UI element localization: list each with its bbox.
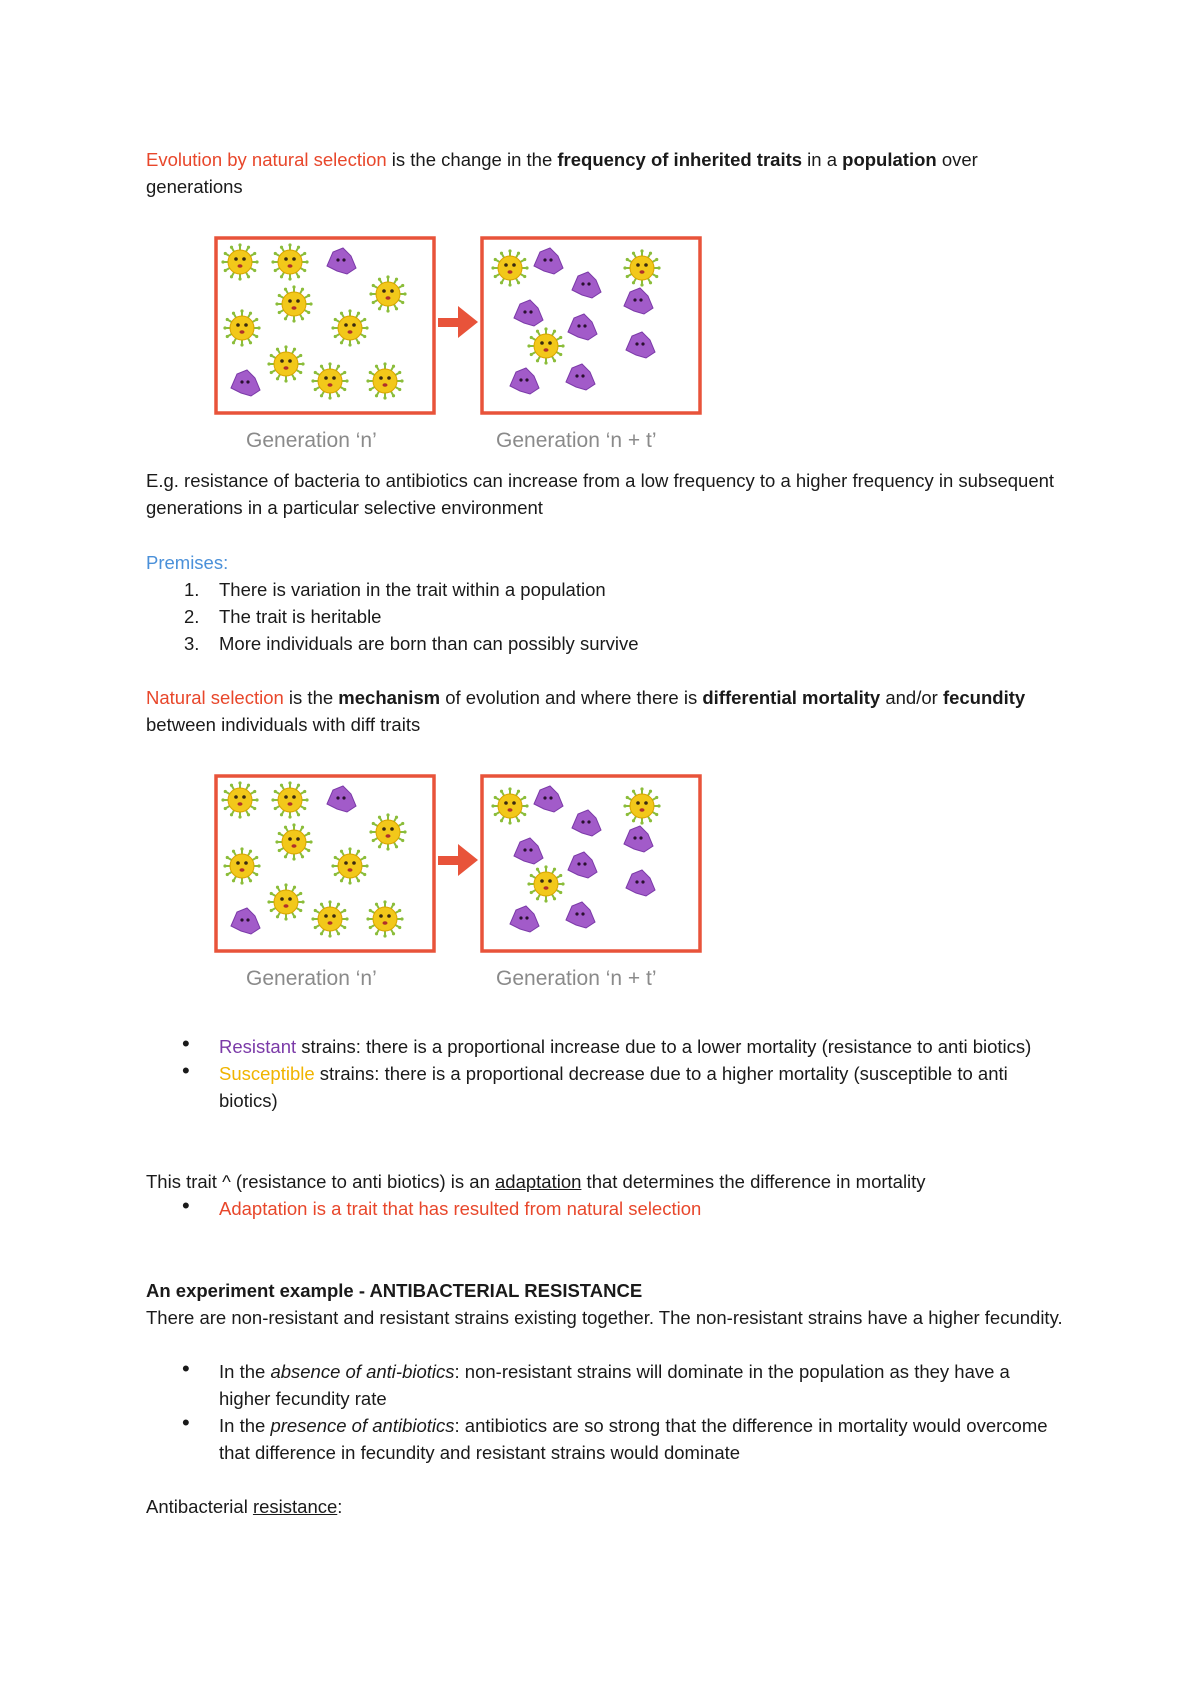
susceptible-bacterium-icon	[331, 847, 368, 884]
list-item: • Resistant strains: there is a proportional increase due to a lower mortality (resistance to anti biotics)	[182, 1031, 1032, 1057]
definition-paragraph: Evolution by natural selection is the change in the frequency of inherited traits in a population over generations	[146, 149, 978, 197]
resistant-bacterium-icon	[568, 852, 597, 878]
resistant-bacterium-icon	[231, 370, 260, 396]
resistant-bacterium-icon	[626, 332, 655, 358]
susceptible-bacterium-icon	[527, 865, 564, 902]
susceptible-bacterium-icon	[527, 327, 564, 364]
generation-nt-label: Generation ‘n + t’	[496, 429, 657, 452]
susceptible-bacterium-icon	[223, 847, 260, 884]
experiment-heading: An experiment example - ANTIBACTERIAL RESISTANCE	[146, 1280, 643, 1301]
susceptible-bacterium-icon	[623, 249, 660, 286]
susceptible-bacterium-icon	[223, 309, 260, 346]
adaptation-list	[146, 1195, 1066, 1222]
resistant-bacterium-icon	[510, 906, 539, 932]
resistant-bacterium-icon	[510, 368, 539, 394]
example-paragraph: E.g. resistance of bacteria to antibiotics can increase from a low frequency to a higher frequency in subsequent generations in a particular selective environment	[146, 470, 1055, 518]
term-evolution: Evolution by natural selection	[146, 149, 387, 170]
susceptible-bacterium-icon	[311, 362, 348, 399]
susceptible-bacterium-icon	[271, 781, 308, 818]
resistant-bacterium-icon	[572, 272, 601, 298]
resistant-bacterium-icon	[626, 870, 655, 896]
bacteria-population-n	[221, 781, 406, 937]
susceptible-bacterium-icon	[369, 275, 406, 312]
experiment-list	[146, 1358, 1066, 1466]
experiment-intro: There are non-resistant and resistant strains existing together. The non-resistant strains have a higher fecundity.	[146, 1307, 1063, 1328]
term-natural-selection: Natural selection	[146, 687, 284, 708]
premises-heading: Premises:	[146, 552, 229, 573]
bacteria-population-nt	[491, 786, 660, 932]
susceptible-bacterium-icon	[267, 883, 304, 920]
resistant-bacterium-icon	[566, 364, 595, 390]
generation-figure-1	[210, 234, 710, 464]
bacteria-population-nt	[491, 248, 660, 394]
susceptible-bacterium-icon	[623, 787, 660, 824]
list-item: 1. There is variation in the trait within a population	[184, 579, 606, 600]
resistant-bacterium-icon	[572, 810, 601, 836]
susceptible-bacterium-icon	[275, 285, 312, 322]
susceptible-bacterium-icon	[311, 900, 348, 937]
susceptible-bacterium-icon	[366, 362, 403, 399]
adaptation-paragraph: This trait ^ (resistance to anti biotics) is an adaptation that determines the difference in mortality	[146, 1171, 926, 1192]
list-item: • In the absence of anti-biotics: non-resistant strains will dominate in the population as they have a higher fecundity rate	[182, 1356, 1010, 1409]
resistant-bacterium-icon	[327, 786, 356, 812]
list-item: 2. The trait is heritable	[184, 606, 382, 627]
generation-n-label: Generation ‘n’	[246, 967, 377, 990]
susceptible-bacterium-icon	[331, 309, 368, 346]
resistant-bacterium-icon	[624, 288, 653, 314]
resistance-paragraph: Antibacterial resistance:	[146, 1496, 343, 1517]
susceptible-bacterium-icon	[221, 243, 258, 280]
resistant-bacterium-icon	[327, 248, 356, 274]
resistant-bacterium-icon	[514, 838, 543, 864]
list-item: • Susceptible strains: there is a proportional decrease due to a higher mortality (susceptible to anti biotics)	[182, 1058, 1008, 1111]
susceptible-bacterium-icon	[267, 345, 304, 382]
resistant-bacterium-icon	[231, 908, 260, 934]
susceptible-bacterium-icon	[366, 900, 403, 937]
list-item: 3. More individuals are born than can possibly survive	[184, 633, 639, 654]
resistant-bacterium-icon	[624, 826, 653, 852]
susceptible-bacterium-icon	[491, 249, 528, 286]
generation-n-label: Generation ‘n’	[246, 429, 377, 452]
arrow-icon	[438, 306, 478, 338]
susceptible-bacterium-icon	[369, 813, 406, 850]
strains-list	[146, 1033, 1066, 1114]
premises-list	[146, 576, 1066, 657]
generation-nt-label: Generation ‘n + t’	[496, 967, 657, 990]
generation-figure-2	[210, 772, 710, 1002]
arrow-icon	[438, 844, 478, 876]
list-item: • Adaptation is a trait that has resulted from natural selection	[182, 1193, 702, 1219]
resistant-bacterium-icon	[534, 786, 563, 812]
resistant-bacterium-icon	[566, 902, 595, 928]
resistant-bacterium-icon	[568, 314, 597, 340]
bacteria-population-n	[221, 243, 406, 399]
susceptible-bacterium-icon	[491, 787, 528, 824]
susceptible-bacterium-icon	[221, 781, 258, 818]
resistant-bacterium-icon	[534, 248, 563, 274]
susceptible-bacterium-icon	[275, 823, 312, 860]
susceptible-bacterium-icon	[271, 243, 308, 280]
list-item: • In the presence of antibiotics: antibiotics are so strong that the difference in mortality would overcome that difference in fecundity and resistant strains would dominate	[182, 1410, 1048, 1463]
mechanism-paragraph: Natural selection is the mechanism of evolution and where there is differential mortality and/or fecundity between individuals with diff traits	[146, 687, 1026, 735]
resistant-bacterium-icon	[514, 300, 543, 326]
